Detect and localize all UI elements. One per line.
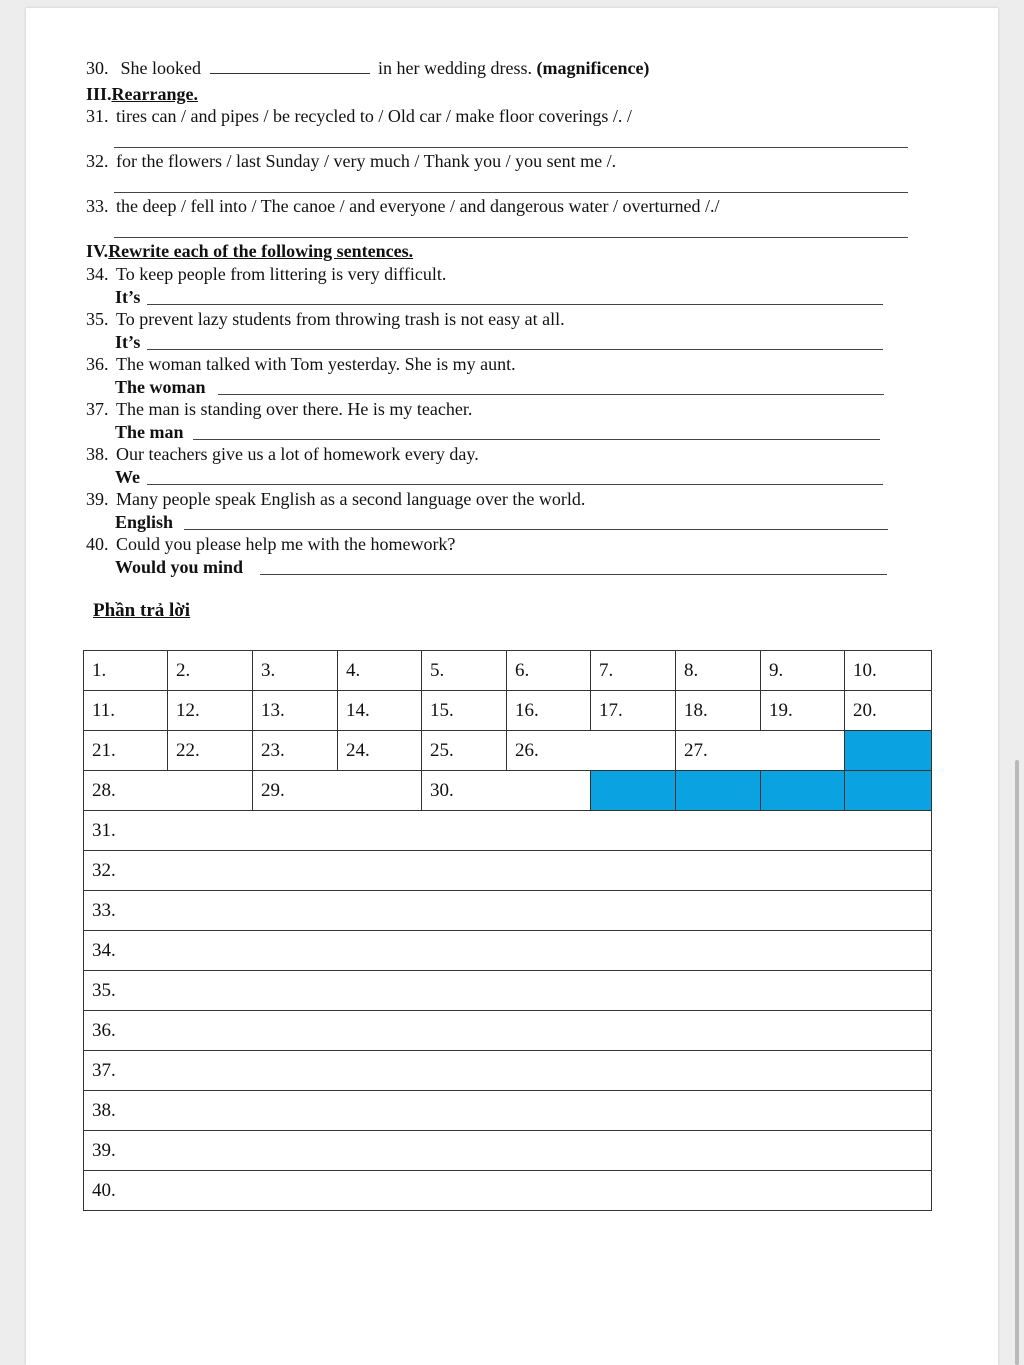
- question-35: [86, 308, 565, 330]
- answer-cell[interactable]: 3.: [253, 651, 338, 691]
- answer-row-wide: [84, 811, 932, 851]
- question-text: for the flowers / last Sunday / very much / Thank you / you sent me /.: [116, 151, 617, 171]
- section-number: III.: [86, 84, 112, 104]
- answer-line-36[interactable]: [218, 394, 884, 395]
- answer-cell[interactable]: 12.: [168, 691, 253, 731]
- answer-cell[interactable]: 13.: [253, 691, 338, 731]
- answer-cell[interactable]: 11.: [84, 691, 168, 731]
- section-title: Rewrite each of the following sentences.: [108, 241, 414, 261]
- answer-cell[interactable]: 2.: [168, 651, 253, 691]
- answer-cell-wide[interactable]: 33.: [84, 891, 932, 931]
- section-heading-rewrite: [86, 240, 413, 262]
- question-text: Could you please help me with the homework?: [116, 534, 456, 554]
- answer-cell[interactable]: 5.: [422, 651, 507, 691]
- highlighted-cell: [761, 771, 845, 811]
- answer-cell[interactable]: 26.: [507, 731, 676, 771]
- answer-cell[interactable]: 24.: [338, 731, 422, 771]
- question-text: The man is standing over there. He is my teacher.: [116, 399, 473, 419]
- question-number: 33.: [86, 196, 109, 216]
- sentence-start-38: We: [115, 467, 140, 487]
- question-39: [86, 488, 585, 510]
- question-32: [86, 150, 616, 172]
- sentence-start-39: English: [115, 512, 174, 532]
- answer-cell[interactable]: 16.: [507, 691, 591, 731]
- answer-cell[interactable]: 29.: [253, 771, 422, 811]
- answer-line-38[interactable]: [147, 484, 883, 485]
- answer-row-wide: [84, 971, 932, 1011]
- section-title: Rearrange.: [111, 84, 198, 104]
- question-text: The woman talked with Tom yesterday. She is my aunt.: [116, 354, 516, 374]
- highlighted-cell: [845, 771, 932, 811]
- answer-cell-wide[interactable]: 35.: [84, 971, 932, 1011]
- sentence-start-35: It’s: [115, 332, 141, 352]
- word-hint: (magnificence): [536, 58, 650, 78]
- answer-table: [83, 650, 932, 1211]
- answer-line-33[interactable]: [114, 237, 908, 238]
- sentence-start-37: The man: [115, 422, 184, 442]
- question-31: [86, 105, 632, 127]
- question-text: Our teachers give us a lot of homework every day.: [116, 444, 479, 464]
- highlighted-cell: [845, 731, 932, 771]
- question-text: in her wedding dress.: [378, 58, 532, 78]
- answer-row-wide: [84, 891, 932, 931]
- answer-row-1: [84, 651, 932, 691]
- answer-line-40[interactable]: [260, 574, 887, 575]
- answer-cell[interactable]: 6.: [507, 651, 591, 691]
- answer-cell[interactable]: 22.: [168, 731, 253, 771]
- answer-cell[interactable]: 4.: [338, 651, 422, 691]
- answer-row-wide: [84, 1171, 932, 1211]
- question-34: [86, 263, 446, 285]
- question-number: 30.: [86, 58, 109, 78]
- answer-cell[interactable]: 15.: [422, 691, 507, 731]
- sentence-start-40: Would you mind: [115, 557, 244, 577]
- answer-line-39[interactable]: [184, 529, 888, 530]
- sentence-start-34: It’s: [115, 287, 141, 307]
- answer-cell[interactable]: 7.: [591, 651, 676, 691]
- question-text: She looked: [120, 58, 201, 78]
- answer-row-4: [84, 771, 932, 811]
- answer-cell-wide[interactable]: 37.: [84, 1051, 932, 1091]
- question-number: 39.: [86, 489, 109, 509]
- answer-cell[interactable]: 21.: [84, 731, 168, 771]
- question-text: To prevent lazy students from throwing trash is not easy at all.: [116, 309, 565, 329]
- answer-cell[interactable]: 25.: [422, 731, 507, 771]
- answer-cell[interactable]: 18.: [676, 691, 761, 731]
- answer-row-wide: [84, 1131, 932, 1171]
- answer-cell[interactable]: 1.: [84, 651, 168, 691]
- question-text: To keep people from littering is very difficult.: [116, 264, 447, 284]
- question-number: 32.: [86, 151, 109, 171]
- answer-row-wide: [84, 851, 932, 891]
- question-40: [86, 533, 455, 555]
- answer-blank[interactable]: [210, 57, 370, 74]
- answer-cell[interactable]: 30.: [422, 771, 591, 811]
- section-number: IV.: [86, 241, 109, 261]
- question-number: 34.: [86, 264, 109, 284]
- answer-row-wide: [84, 1091, 932, 1131]
- answer-cell-wide[interactable]: 32.: [84, 851, 932, 891]
- answer-row-wide: [84, 1051, 932, 1091]
- answer-cell[interactable]: 9.: [761, 651, 845, 691]
- question-30: [86, 57, 649, 79]
- answer-cell[interactable]: 14.: [338, 691, 422, 731]
- answer-line-32[interactable]: [114, 192, 908, 193]
- answer-cell[interactable]: 19.: [761, 691, 845, 731]
- answer-row-3: [84, 731, 932, 771]
- question-number: 36.: [86, 354, 109, 374]
- answer-line-37[interactable]: [193, 439, 880, 440]
- question-text: Many people speak English as a second language over the world.: [116, 489, 586, 509]
- answer-row-wide: [84, 931, 932, 971]
- answer-cell[interactable]: 23.: [253, 731, 338, 771]
- answer-line-31[interactable]: [114, 147, 908, 148]
- answer-cell-wide[interactable]: 34.: [84, 931, 932, 971]
- question-number: 40.: [86, 534, 109, 554]
- answer-cell[interactable]: 28.: [84, 771, 253, 811]
- section-heading-rearrange: [86, 83, 198, 105]
- answer-cell-wide[interactable]: 31.: [84, 811, 932, 851]
- highlighted-cell: [676, 771, 761, 811]
- answer-row-wide: [84, 1011, 932, 1051]
- question-37: [86, 398, 472, 420]
- question-number: 38.: [86, 444, 109, 464]
- answer-row-2: [84, 691, 932, 731]
- scrollbar[interactable]: [1015, 760, 1019, 1365]
- question-number: 35.: [86, 309, 109, 329]
- answer-cell-wide[interactable]: 39.: [84, 1131, 932, 1171]
- sentence-start-36: The woman: [115, 377, 206, 397]
- question-text: tires can / and pipes / be recycled to / Old car / make floor coverings /. /: [116, 106, 632, 126]
- answer-section-heading: Phần trả lời: [93, 600, 191, 621]
- answer-cell[interactable]: 27.: [676, 731, 845, 771]
- question-number: 37.: [86, 399, 109, 419]
- question-number: 31.: [86, 106, 109, 126]
- question-33: [86, 195, 719, 217]
- question-text: the deep / fell into / The canoe / and everyone / and dangerous water / overturned /./: [116, 196, 720, 216]
- answer-cell[interactable]: 8.: [676, 651, 761, 691]
- answer-line-35[interactable]: [147, 349, 883, 350]
- question-38: [86, 443, 479, 465]
- answer-cell-wide[interactable]: 38.: [84, 1091, 932, 1131]
- highlighted-cell: [591, 771, 676, 811]
- question-36: [86, 353, 516, 375]
- answer-line-34[interactable]: [147, 304, 883, 305]
- answer-cell[interactable]: 17.: [591, 691, 676, 731]
- answer-cell-wide[interactable]: 36.: [84, 1011, 932, 1051]
- answer-cell[interactable]: 20.: [845, 691, 932, 731]
- answer-cell[interactable]: 10.: [845, 651, 932, 691]
- answer-cell-wide[interactable]: 40.: [84, 1171, 932, 1211]
